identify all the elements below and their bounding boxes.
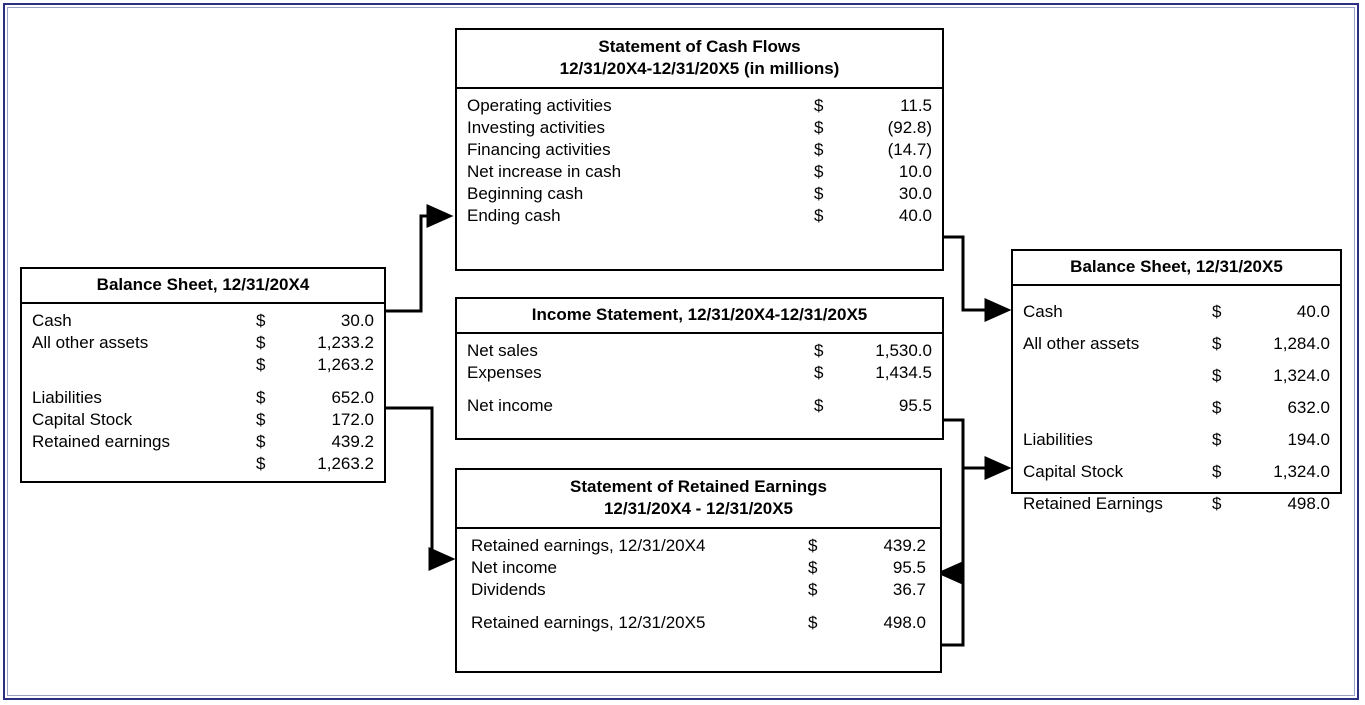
row-currency: $	[814, 206, 824, 225]
row-value: 1,324.0	[1273, 366, 1330, 385]
retained-earnings-title	[457, 470, 940, 529]
row-currency: $	[1212, 462, 1222, 481]
row-value: 11.5	[900, 96, 932, 115]
table-row	[32, 387, 374, 409]
row-value: 1,434.5	[875, 363, 932, 382]
row-currency: $	[256, 311, 266, 330]
table-row	[32, 409, 374, 431]
row-spacer	[471, 601, 926, 612]
row-value: 30.0	[340, 311, 374, 330]
table-row	[32, 431, 374, 453]
row-label: Beginning cash	[467, 184, 584, 203]
retained-earnings-title-line1: Statement of Retained Earnings	[570, 477, 827, 496]
row-label: Ending cash	[467, 206, 561, 225]
table-row	[471, 579, 926, 601]
table-row	[467, 340, 932, 362]
row-value: 652.0	[331, 388, 374, 407]
table-row	[1023, 424, 1330, 456]
row-label	[32, 354, 256, 376]
box-income-statement	[455, 297, 944, 440]
row-currency: $	[256, 454, 266, 473]
row-currency: $	[814, 396, 824, 415]
row-label: Capital Stock	[1023, 462, 1124, 481]
row-currency: $	[808, 558, 818, 577]
balance-sheet-20x4-title: Balance Sheet, 12/31/20X4	[22, 269, 384, 304]
retained-earnings-body	[457, 529, 940, 642]
income-statement-body	[457, 334, 942, 425]
table-row	[471, 535, 926, 557]
row-currency: $	[1212, 334, 1222, 353]
row-label: Expenses	[467, 363, 542, 382]
box-statement-of-retained-earnings	[455, 468, 942, 673]
box-balance-sheet-20x5	[1011, 249, 1342, 513]
table-row	[1023, 456, 1330, 488]
table-row	[1023, 328, 1330, 360]
table-row	[1023, 392, 1330, 424]
table-row	[467, 205, 932, 227]
row-currency: $	[814, 341, 824, 360]
income-statement-title: Income Statement, 12/31/20X4-12/31/20X5	[457, 299, 942, 334]
row-value: 1,263.2	[317, 454, 374, 473]
row-currency: $	[256, 432, 266, 451]
row-value: 439.2	[883, 536, 926, 555]
cash-flows-title	[457, 30, 942, 89]
table-row	[32, 332, 374, 354]
row-currency: $	[1212, 302, 1222, 321]
row-value: 95.5	[898, 396, 932, 415]
table-row	[471, 557, 926, 579]
table-row	[467, 183, 932, 205]
row-currency: $	[814, 96, 824, 115]
row-label: Liabilities	[32, 388, 102, 407]
retained-earnings-rows	[471, 535, 926, 634]
row-currency: $	[808, 580, 818, 599]
balance-sheet-20x5-body	[1013, 286, 1340, 528]
table-row	[467, 161, 932, 183]
row-label	[1023, 360, 1212, 392]
row-label: Retained earnings, 12/31/20X5	[471, 613, 706, 632]
row-value: 40.0	[898, 206, 932, 225]
row-label: Operating activities	[467, 96, 612, 115]
cash-flows-title-line2: 12/31/20X4-12/31/20X5 (in millions)	[559, 59, 840, 78]
cash-flows-title-line1: Statement of Cash Flows	[598, 37, 801, 56]
row-value: 172.0	[331, 410, 374, 429]
row-label: Net sales	[467, 341, 538, 360]
row-label: Retained earnings	[32, 432, 170, 451]
table-row	[467, 95, 932, 117]
table-row	[467, 139, 932, 161]
row-value: (92.8)	[887, 118, 932, 137]
row-spacer	[32, 376, 374, 387]
table-row	[467, 117, 932, 139]
row-value: 1,263.2	[317, 355, 374, 374]
row-currency: $	[256, 333, 266, 352]
balance-sheet-20x5-title: Balance Sheet, 12/31/20X5	[1013, 251, 1340, 286]
row-spacer	[467, 384, 932, 395]
row-label: Retained Earnings	[1023, 494, 1163, 513]
row-currency: $	[1212, 430, 1222, 449]
box-statement-of-cash-flows	[455, 28, 944, 271]
row-value: 40.0	[1296, 302, 1330, 321]
row-currency: $	[808, 536, 818, 555]
row-label: Capital Stock	[32, 410, 133, 429]
table-row	[32, 310, 374, 332]
row-currency: $	[814, 162, 824, 181]
row-currency: $	[814, 363, 824, 382]
row-label: Net income	[467, 396, 553, 415]
row-currency: $	[256, 388, 266, 407]
row-currency: $	[808, 613, 818, 632]
row-label: Cash	[1023, 302, 1063, 321]
row-label: Net increase in cash	[467, 162, 622, 181]
row-currency: $	[1212, 366, 1222, 385]
box-balance-sheet-20x4	[20, 267, 386, 483]
row-value: 1,233.2	[317, 333, 374, 352]
cash-flows-rows	[467, 95, 932, 227]
row-currency: $	[814, 118, 824, 137]
balance-sheet-20x4-body	[22, 304, 384, 483]
row-currency: $	[1212, 398, 1222, 417]
row-value: 439.2	[331, 432, 374, 451]
row-value: 10.0	[898, 162, 932, 181]
row-value: 30.0	[898, 184, 932, 203]
row-currency: $	[256, 410, 266, 429]
row-label: All other assets	[1023, 334, 1140, 353]
row-value: 1,324.0	[1273, 462, 1330, 481]
row-value: (14.7)	[887, 140, 932, 159]
table-row	[467, 395, 932, 417]
row-currency: $	[256, 355, 266, 374]
row-label	[1023, 392, 1212, 424]
row-label: Investing activities	[467, 118, 605, 137]
retained-earnings-title-line2: 12/31/20X4 - 12/31/20X5	[603, 499, 794, 518]
row-value: 194.0	[1287, 430, 1330, 449]
row-value: 632.0	[1287, 398, 1330, 417]
row-currency: $	[1212, 494, 1222, 513]
row-value: 95.5	[892, 558, 926, 577]
balance-sheet-20x5-rows	[1023, 296, 1330, 520]
cash-flows-body	[457, 89, 942, 235]
row-label: Cash	[32, 311, 72, 330]
row-label: Liabilities	[1023, 430, 1093, 449]
row-label: All other assets	[32, 333, 149, 352]
table-row	[32, 453, 374, 475]
table-row	[467, 362, 932, 384]
table-row	[32, 354, 374, 376]
row-label: Financing activities	[467, 140, 611, 159]
row-value: 498.0	[883, 613, 926, 632]
income-statement-rows	[467, 340, 932, 417]
row-value: 498.0	[1287, 494, 1330, 513]
row-currency: $	[814, 184, 824, 203]
balance-sheet-20x4-rows	[32, 310, 374, 475]
table-row	[1023, 488, 1330, 520]
row-value: 36.7	[892, 580, 926, 599]
table-row	[1023, 360, 1330, 392]
table-row	[471, 612, 926, 634]
row-label: Dividends	[471, 580, 546, 599]
table-row	[1023, 296, 1330, 328]
row-value: 1,284.0	[1273, 334, 1330, 353]
row-label	[32, 453, 256, 475]
row-label: Retained earnings, 12/31/20X4	[471, 536, 706, 555]
row-value: 1,530.0	[875, 341, 932, 360]
row-currency: $	[814, 140, 824, 159]
row-label: Net income	[471, 558, 557, 577]
